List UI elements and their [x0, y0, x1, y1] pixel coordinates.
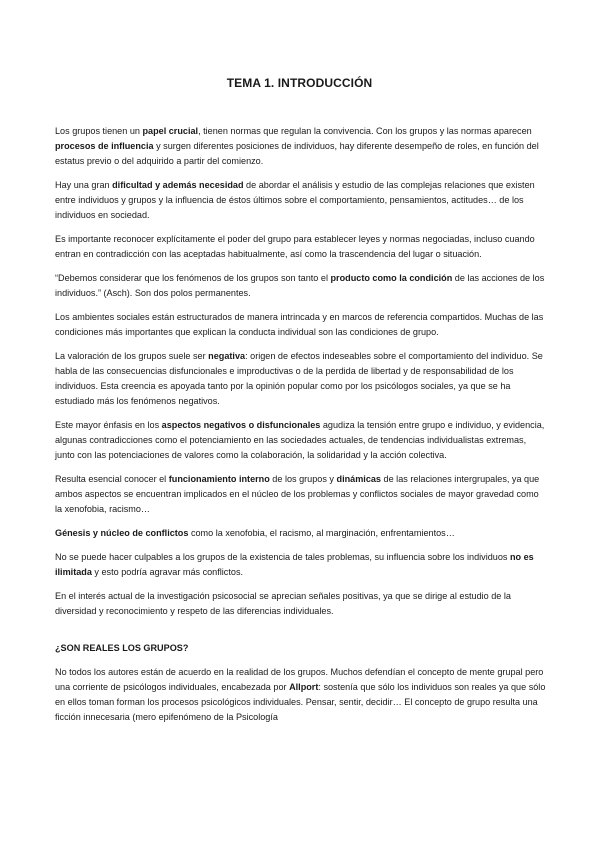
page-title: TEMA 1. INTRODUCCIÓN — [226, 76, 373, 90]
text-run: “Debemos considerar que los fenómenos de los grupos son tanto el — [55, 273, 331, 283]
text-run: : sostenía que sólo los individuos son reales ya que sólo en ellos toman forman los procesos psicológicos individuales. Pensar, sentir, decidir… El concepto de grupo resulta una ficción innecesaria (mero epifenómeno de la Psicología — [55, 682, 546, 722]
text-run: y surgen diferentes posiciones de individuos, hay diferente desempeño de roles, en función del estatus previo o del adquirido a partir del comienzo. — [55, 141, 539, 166]
text-run: En el interés actual de la investigación psicosocial se aprecian señales positivas, ya que se dirige al estudio de la diversidad y reconocimiento y respeto de las diferencias individuales. — [55, 591, 511, 616]
paragraph — [55, 472, 547, 517]
paragraph — [55, 526, 547, 541]
section-heading: ¿SON REALES LOS GRUPOS? — [55, 643, 189, 653]
bold-text: Génesis y núcleo de conflictos — [55, 528, 189, 538]
text-run: Hay una gran — [55, 180, 113, 190]
text-run: Este mayor énfasis en los — [55, 420, 162, 430]
paragraph — [55, 232, 547, 262]
text-run: No se puede hacer culpables a los grupos de la existencia de tales problemas, su influencia sobre los individuos — [55, 552, 510, 562]
paragraph — [55, 178, 547, 223]
text-run: y esto podría agravar más conflictos. — [91, 567, 244, 577]
text-run: , tienen normas que regulan la convivencia. Con los grupos y las normas aparecen — [198, 126, 532, 136]
text-run: Es importante reconocer explícitamente el poder del grupo para establecer leyes y normas negociadas, incluso cuando entran en contradicción con las aceptadas habitualmente, así como la trascendencia del lugar o situación. — [55, 234, 535, 259]
text-run: de las acciones de los individuos.” (Asch). Son dos polos permanentes. — [55, 273, 545, 298]
text-run: No todos los autores están de acuerdo en la realidad de los grupos. Muchos defendían el concepto de mente grupal pero una corriente de psicólogos individuales, encabezada por — [55, 667, 544, 692]
bold-text: papel crucial — [142, 126, 199, 136]
paragraph — [55, 310, 547, 340]
bold-text: procesos de influencia — [55, 141, 154, 151]
text-run: Los grupos tienen un — [55, 126, 143, 136]
bold-text: dificultad y además necesidad — [112, 180, 244, 190]
text-run: de las relaciones intergrupales, ya que ambos aspectos se encuentran implicados en el núcleo de los problemas y conflictos sociales de mayor gravedad como la xenofobia, racismo… — [55, 474, 540, 514]
document-body — [55, 124, 547, 734]
bold-text: Allport — [289, 682, 319, 692]
text-run: de abordar el análisis y estudio de las complejas relaciones que existen entre individuos y grupos y la influencia de éstos últimos sobre el comportamiento, pensamientos, actitudes… de los individuos en sociedad. — [55, 180, 535, 220]
paragraph — [55, 349, 547, 409]
text-run: La valoración de los grupos suele ser — [55, 351, 209, 361]
text-run: Los ambientes sociales están estructurados de manera intrincada y en marcos de referencia compartidos. Muchas de las condiciones más importantes que explican la conducta individual son las condiciones de grupo. — [55, 312, 544, 337]
text-run: como la xenofobia, el racismo, al marginación, enfrentamientos… — [188, 528, 455, 538]
bold-text: funcionamiento interno — [168, 474, 270, 484]
paragraph — [55, 271, 547, 301]
paragraph — [55, 418, 547, 463]
bold-text: dinámicas — [336, 474, 381, 484]
paragraph — [55, 589, 547, 619]
paragraph — [55, 550, 547, 580]
section-paragraph — [55, 665, 547, 725]
text-run: Resulta esencial conocer el — [55, 474, 169, 484]
bold-text: aspectos negativos o disfuncionales — [161, 420, 321, 430]
bold-text: no es ilimitada — [55, 552, 534, 577]
text-run: de los grupos y — [269, 474, 337, 484]
text-run: : origen de efectos indeseables sobre el comportamiento del individuo. Se habla de las consecuencias disfuncionales e improductivas o de la perdida de libertad y de responsabilidad de los individuos. Esta creencia es apoyada tanto por la opinión popular como por los psicólogos sociales, ya que se ha estudiado más los fenómenos negativos. — [55, 351, 543, 406]
paragraph — [55, 124, 547, 169]
bold-text: producto como la condición — [330, 273, 453, 283]
text-run: agudiza la tensión entre grupo e individuo, y evidencia, algunas contradicciones como el potenciamiento en las sociedades actuales, de tendencias individualistas extremas, junto con las potenciaciones de valores como la colaboración, la solidaridad y la acción colectiva. — [55, 420, 545, 460]
bold-text: negativa — [208, 351, 246, 361]
